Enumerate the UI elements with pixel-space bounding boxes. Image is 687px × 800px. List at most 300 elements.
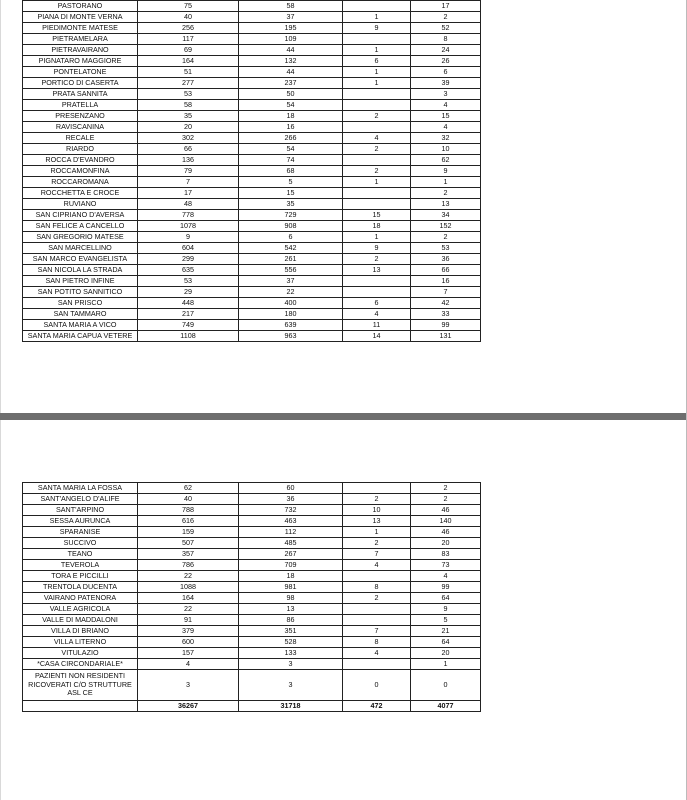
municipality-cell: PIETRAVAIRANO <box>23 45 138 56</box>
recovered-cell: 3 <box>239 670 343 701</box>
table-row <box>23 483 481 494</box>
table-row <box>23 199 481 210</box>
municipality-cell: SANTA MARIA CAPUA VETERE <box>23 331 138 342</box>
table-row <box>23 67 481 78</box>
positive-cell: 36 <box>411 254 481 265</box>
positive-cell: 39 <box>411 78 481 89</box>
recovered-cell: 15 <box>239 188 343 199</box>
recovered-cell: 58 <box>239 1 343 12</box>
total-cases-cell: 75 <box>138 1 239 12</box>
recovered-cell: 400 <box>239 298 343 309</box>
positive-cell: 46 <box>411 505 481 516</box>
total-cases-cell: 9 <box>138 232 239 243</box>
municipality-cell: RAVISCANINA <box>23 122 138 133</box>
positive-cell: 24 <box>411 45 481 56</box>
recovered-cell: 542 <box>239 243 343 254</box>
table-row <box>23 221 481 232</box>
positive-cell: 53 <box>411 243 481 254</box>
recovered-cell: 16 <box>239 122 343 133</box>
municipality-cell: SESSA AURUNCA <box>23 516 138 527</box>
recovered-cell: 74 <box>239 155 343 166</box>
total-cases-cell: 788 <box>138 505 239 516</box>
positive-cell: 33 <box>411 309 481 320</box>
deceased-cell <box>343 571 411 582</box>
deceased-cell <box>343 483 411 494</box>
municipality-cell: *CASA CIRCONDARIALE* <box>23 659 138 670</box>
table-row <box>23 331 481 342</box>
deceased-cell <box>343 155 411 166</box>
positive-cell: 26 <box>411 56 481 67</box>
recovered-cell: 528 <box>239 637 343 648</box>
deceased-cell: 2 <box>343 144 411 155</box>
municipality-cell: RUVIANO <box>23 199 138 210</box>
positive-cell: 13 <box>411 199 481 210</box>
recovered-cell: 639 <box>239 320 343 331</box>
positive-cell: 64 <box>411 593 481 604</box>
positive-cell: 4077 <box>411 701 481 712</box>
municipality-cell: PRATELLA <box>23 100 138 111</box>
total-cases-cell: 164 <box>138 593 239 604</box>
recovered-cell: 50 <box>239 89 343 100</box>
municipality-cell: SAN MARCELLINO <box>23 243 138 254</box>
total-cases-cell: 3 <box>138 670 239 701</box>
total-cases-cell: 51 <box>138 67 239 78</box>
deceased-cell: 1 <box>343 45 411 56</box>
total-cases-cell: 600 <box>138 637 239 648</box>
deceased-cell: 7 <box>343 549 411 560</box>
positive-cell: 9 <box>411 166 481 177</box>
deceased-cell: 14 <box>343 331 411 342</box>
total-cases-cell: 616 <box>138 516 239 527</box>
municipality-cell: TORA E PICCILLI <box>23 571 138 582</box>
positive-cell: 32 <box>411 133 481 144</box>
deceased-cell <box>343 1 411 12</box>
table-row <box>23 626 481 637</box>
deceased-cell: 2 <box>343 111 411 122</box>
total-cases-cell: 4 <box>138 659 239 670</box>
positive-cell: 7 <box>411 287 481 298</box>
municipality-cell: VILLA DI BRIANO <box>23 626 138 637</box>
recovered-cell: 133 <box>239 648 343 659</box>
deceased-cell <box>343 122 411 133</box>
positive-cell: 52 <box>411 23 481 34</box>
table-row <box>23 276 481 287</box>
total-cases-cell: 749 <box>138 320 239 331</box>
document-page-2 <box>0 420 687 800</box>
deceased-cell <box>343 276 411 287</box>
table-row <box>23 593 481 604</box>
positive-cell: 8 <box>411 34 481 45</box>
table-row <box>23 89 481 100</box>
positive-cell: 66 <box>411 265 481 276</box>
recovered-cell: 36 <box>239 494 343 505</box>
recovered-cell: 109 <box>239 34 343 45</box>
table-row <box>23 571 481 582</box>
deceased-cell: 9 <box>343 23 411 34</box>
positive-cell: 99 <box>411 320 481 331</box>
total-cases-cell: 7 <box>138 177 239 188</box>
positive-cell: 73 <box>411 560 481 571</box>
positive-cell: 10 <box>411 144 481 155</box>
total-cases-cell: 357 <box>138 549 239 560</box>
total-cases-cell: 507 <box>138 538 239 549</box>
recovered-cell: 351 <box>239 626 343 637</box>
municipality-cell: SAN PIETRO INFINE <box>23 276 138 287</box>
table-row <box>23 188 481 199</box>
table-row <box>23 210 481 221</box>
table-row <box>23 23 481 34</box>
deceased-cell: 18 <box>343 221 411 232</box>
total-cases-cell: 136 <box>138 155 239 166</box>
positive-cell: 83 <box>411 549 481 560</box>
table-row <box>23 637 481 648</box>
positive-cell: 34 <box>411 210 481 221</box>
table-row <box>23 549 481 560</box>
recovered-cell: 237 <box>239 78 343 89</box>
recovered-cell: 180 <box>239 309 343 320</box>
recovered-cell: 31718 <box>239 701 343 712</box>
deceased-cell: 2 <box>343 166 411 177</box>
positive-cell: 62 <box>411 155 481 166</box>
total-cases-cell: 1108 <box>138 331 239 342</box>
total-cases-cell: 66 <box>138 144 239 155</box>
municipality-cell: TEVEROLA <box>23 560 138 571</box>
municipality-cell <box>23 701 138 712</box>
table-row <box>23 560 481 571</box>
recovered-cell: 3 <box>239 659 343 670</box>
recovered-cell: 267 <box>239 549 343 560</box>
table-row <box>23 144 481 155</box>
recovered-cell: 44 <box>239 67 343 78</box>
deceased-cell <box>343 100 411 111</box>
total-cases-cell: 36267 <box>138 701 239 712</box>
deceased-cell: 10 <box>343 505 411 516</box>
positive-cell: 2 <box>411 232 481 243</box>
recovered-cell: 732 <box>239 505 343 516</box>
table-row <box>23 45 481 56</box>
recovered-cell: 556 <box>239 265 343 276</box>
deceased-cell: 1 <box>343 12 411 23</box>
recovered-cell: 35 <box>239 199 343 210</box>
recovered-cell: 68 <box>239 166 343 177</box>
total-cases-cell: 35 <box>138 111 239 122</box>
deceased-cell: 13 <box>343 265 411 276</box>
positive-cell: 2 <box>411 188 481 199</box>
table-row <box>23 298 481 309</box>
positive-cell: 42 <box>411 298 481 309</box>
total-cases-cell: 22 <box>138 571 239 582</box>
table-row <box>23 254 481 265</box>
deceased-cell <box>343 659 411 670</box>
municipality-cell: SAN MARCO EVANGELISTA <box>23 254 138 265</box>
deceased-cell: 13 <box>343 516 411 527</box>
deceased-cell: 1 <box>343 232 411 243</box>
table-row <box>23 615 481 626</box>
deceased-cell <box>343 89 411 100</box>
table-row <box>23 309 481 320</box>
table-row <box>23 232 481 243</box>
municipality-cell: TRENTOLA DUCENTA <box>23 582 138 593</box>
municipality-cell: VITULAZIO <box>23 648 138 659</box>
positive-cell: 20 <box>411 538 481 549</box>
recovered-cell: 13 <box>239 604 343 615</box>
table-row <box>23 527 481 538</box>
recovered-cell: 37 <box>239 12 343 23</box>
municipality-cell: PRESENZANO <box>23 111 138 122</box>
total-cases-cell: 79 <box>138 166 239 177</box>
positive-cell: 4 <box>411 100 481 111</box>
table-row <box>23 243 481 254</box>
municipality-cell: PORTICO DI CASERTA <box>23 78 138 89</box>
municipality-cell: SAN CIPRIANO D'AVERSA <box>23 210 138 221</box>
total-cases-cell: 29 <box>138 287 239 298</box>
recovered-cell: 22 <box>239 287 343 298</box>
deceased-cell: 8 <box>343 582 411 593</box>
total-cases-cell: 91 <box>138 615 239 626</box>
positive-cell: 2 <box>411 494 481 505</box>
total-cases-cell: 69 <box>138 45 239 56</box>
recovered-cell: 44 <box>239 45 343 56</box>
table-row <box>23 166 481 177</box>
table-row <box>23 111 481 122</box>
total-cases-cell: 53 <box>138 89 239 100</box>
page-separator <box>0 413 687 420</box>
municipality-cell: VAIRANO PATENORA <box>23 593 138 604</box>
deceased-cell: 6 <box>343 298 411 309</box>
total-cases-cell: 277 <box>138 78 239 89</box>
deceased-cell: 8 <box>343 637 411 648</box>
positive-cell: 2 <box>411 12 481 23</box>
table-row <box>23 133 481 144</box>
positive-cell: 21 <box>411 626 481 637</box>
positive-cell: 140 <box>411 516 481 527</box>
deceased-cell: 1 <box>343 177 411 188</box>
total-cases-cell: 604 <box>138 243 239 254</box>
recovered-cell: 266 <box>239 133 343 144</box>
municipality-cell: PAZIENTI NON RESIDENTI RICOVERATI C/O STRUTTURE ASL CE <box>23 670 138 701</box>
recovered-cell: 981 <box>239 582 343 593</box>
deceased-cell: 2 <box>343 494 411 505</box>
deceased-cell: 9 <box>343 243 411 254</box>
positive-cell: 17 <box>411 1 481 12</box>
positive-cell: 16 <box>411 276 481 287</box>
deceased-cell: 1 <box>343 67 411 78</box>
recovered-cell: 195 <box>239 23 343 34</box>
table-row <box>23 582 481 593</box>
table-row <box>23 155 481 166</box>
municipality-cell: PIANA DI MONTE VERNA <box>23 12 138 23</box>
total-cases-cell: 20 <box>138 122 239 133</box>
total-cases-cell: 62 <box>138 483 239 494</box>
total-cases-cell: 448 <box>138 298 239 309</box>
deceased-cell: 2 <box>343 254 411 265</box>
municipality-cell: TEANO <box>23 549 138 560</box>
total-cases-cell: 778 <box>138 210 239 221</box>
recovered-cell: 963 <box>239 331 343 342</box>
total-cases-cell: 256 <box>138 23 239 34</box>
table-row <box>23 78 481 89</box>
municipality-cell: PIEDIMONTE MATESE <box>23 23 138 34</box>
deceased-cell <box>343 188 411 199</box>
municipality-cell: SANT'ANGELO D'ALIFE <box>23 494 138 505</box>
table-row <box>23 494 481 505</box>
municipality-cell: VALLE AGRICOLA <box>23 604 138 615</box>
positive-cell: 15 <box>411 111 481 122</box>
recovered-cell: 86 <box>239 615 343 626</box>
total-cases-cell: 164 <box>138 56 239 67</box>
deceased-cell: 4 <box>343 648 411 659</box>
positive-cell: 152 <box>411 221 481 232</box>
recovered-cell: 908 <box>239 221 343 232</box>
recovered-cell: 132 <box>239 56 343 67</box>
total-cases-cell: 58 <box>138 100 239 111</box>
total-cases-cell: 48 <box>138 199 239 210</box>
municipality-cell: SAN PRISCO <box>23 298 138 309</box>
deceased-cell <box>343 34 411 45</box>
municipality-cell: RIARDO <box>23 144 138 155</box>
table-row <box>23 177 481 188</box>
municipality-cell: SANTA MARIA LA FOSSA <box>23 483 138 494</box>
positive-cell: 4 <box>411 571 481 582</box>
table-row <box>23 12 481 23</box>
deceased-cell <box>343 287 411 298</box>
deceased-cell: 7 <box>343 626 411 637</box>
deceased-cell <box>343 615 411 626</box>
municipality-cell: SUCCIVO <box>23 538 138 549</box>
municipality-cell: SAN FELICE A CANCELLO <box>23 221 138 232</box>
municipality-cell: SAN POTITO SANNITICO <box>23 287 138 298</box>
deceased-cell: 4 <box>343 560 411 571</box>
municipality-cell: SANTA MARIA A VICO <box>23 320 138 331</box>
positive-cell: 20 <box>411 648 481 659</box>
recovered-cell: 261 <box>239 254 343 265</box>
table-row <box>23 56 481 67</box>
deceased-cell: 6 <box>343 56 411 67</box>
table-row <box>23 265 481 276</box>
municipality-cell: ROCCAROMANA <box>23 177 138 188</box>
deceased-cell: 2 <box>343 538 411 549</box>
deceased-cell <box>343 199 411 210</box>
total-cases-cell: 157 <box>138 648 239 659</box>
positive-cell: 99 <box>411 582 481 593</box>
table-row <box>23 659 481 670</box>
recovered-cell: 18 <box>239 571 343 582</box>
municipality-cell: SAN NICOLA LA STRADA <box>23 265 138 276</box>
positive-cell: 46 <box>411 527 481 538</box>
deceased-cell: 0 <box>343 670 411 701</box>
recovered-cell: 18 <box>239 111 343 122</box>
recovered-cell: 112 <box>239 527 343 538</box>
recovered-cell: 98 <box>239 593 343 604</box>
recovered-cell: 485 <box>239 538 343 549</box>
deceased-cell <box>343 604 411 615</box>
positive-cell: 2 <box>411 483 481 494</box>
positive-cell: 3 <box>411 89 481 100</box>
municipality-cell: ROCCA D'EVANDRO <box>23 155 138 166</box>
total-cases-cell: 379 <box>138 626 239 637</box>
recovered-cell: 6 <box>239 232 343 243</box>
totals-row <box>23 701 481 712</box>
total-cases-cell: 217 <box>138 309 239 320</box>
total-cases-cell: 635 <box>138 265 239 276</box>
recovered-cell: 729 <box>239 210 343 221</box>
positive-cell: 1 <box>411 659 481 670</box>
municipality-cell: PONTELATONE <box>23 67 138 78</box>
positive-cell: 4 <box>411 122 481 133</box>
cases-table-page-2 <box>22 482 481 712</box>
table-row <box>23 505 481 516</box>
table-row <box>23 648 481 659</box>
municipality-cell: VALLE DI MADDALONI <box>23 615 138 626</box>
recovered-cell: 54 <box>239 100 343 111</box>
total-cases-cell: 1088 <box>138 582 239 593</box>
total-cases-cell: 22 <box>138 604 239 615</box>
municipality-cell: PIGNATARO MAGGIORE <box>23 56 138 67</box>
table-row <box>23 122 481 133</box>
municipality-cell: VILLA LITERNO <box>23 637 138 648</box>
table-row <box>23 287 481 298</box>
deceased-cell: 472 <box>343 701 411 712</box>
positive-cell: 6 <box>411 67 481 78</box>
municipality-cell: SAN GREGORIO MATESE <box>23 232 138 243</box>
recovered-cell: 709 <box>239 560 343 571</box>
total-cases-cell: 53 <box>138 276 239 287</box>
total-cases-cell: 40 <box>138 12 239 23</box>
recovered-cell: 37 <box>239 276 343 287</box>
table-row <box>23 604 481 615</box>
positive-cell: 64 <box>411 637 481 648</box>
positive-cell: 131 <box>411 331 481 342</box>
total-cases-cell: 302 <box>138 133 239 144</box>
total-cases-cell: 40 <box>138 494 239 505</box>
cases-table-page-1 <box>22 0 481 342</box>
table-row <box>23 516 481 527</box>
recovered-cell: 5 <box>239 177 343 188</box>
table-row <box>23 100 481 111</box>
municipality-cell: RECALE <box>23 133 138 144</box>
total-cases-cell: 1078 <box>138 221 239 232</box>
positive-cell: 1 <box>411 177 481 188</box>
municipality-cell: SANT'ARPINO <box>23 505 138 516</box>
recovered-cell: 54 <box>239 144 343 155</box>
recovered-cell: 463 <box>239 516 343 527</box>
total-cases-cell: 159 <box>138 527 239 538</box>
deceased-cell: 1 <box>343 527 411 538</box>
recovered-cell: 60 <box>239 483 343 494</box>
deceased-cell: 15 <box>343 210 411 221</box>
municipality-cell: PRATA SANNITA <box>23 89 138 100</box>
deceased-cell: 4 <box>343 309 411 320</box>
municipality-cell: ROCCHETTA E CROCE <box>23 188 138 199</box>
positive-cell: 0 <box>411 670 481 701</box>
municipality-cell: SAN TAMMARO <box>23 309 138 320</box>
table-row <box>23 320 481 331</box>
municipality-cell: PIETRAMELARA <box>23 34 138 45</box>
total-cases-cell: 117 <box>138 34 239 45</box>
total-cases-cell: 299 <box>138 254 239 265</box>
deceased-cell: 2 <box>343 593 411 604</box>
municipality-cell: SPARANISE <box>23 527 138 538</box>
municipality-cell: PASTORANO <box>23 1 138 12</box>
positive-cell: 9 <box>411 604 481 615</box>
table-row <box>23 34 481 45</box>
deceased-cell: 4 <box>343 133 411 144</box>
deceased-cell: 1 <box>343 78 411 89</box>
non-resident-patients-row <box>23 670 481 701</box>
deceased-cell: 11 <box>343 320 411 331</box>
total-cases-cell: 17 <box>138 188 239 199</box>
table-row <box>23 1 481 12</box>
